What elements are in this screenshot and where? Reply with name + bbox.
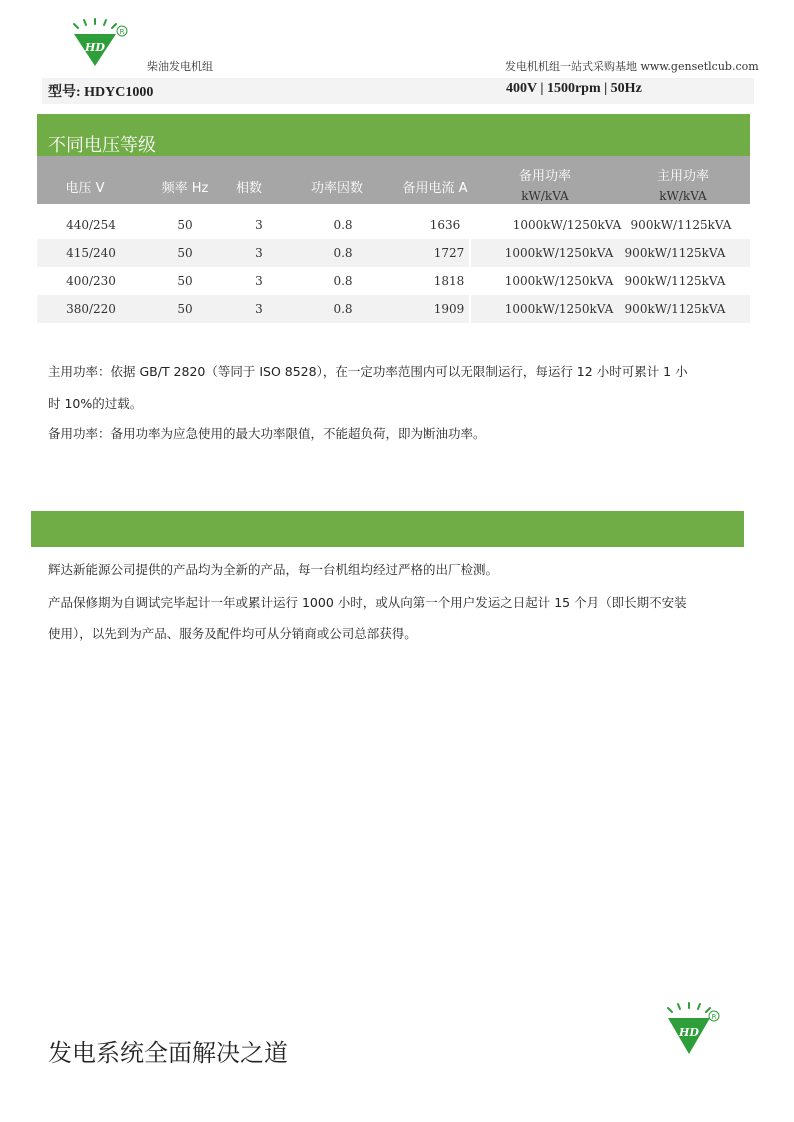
cell-prime-power: 900kW/1125kVA <box>624 274 726 288</box>
company-logo-icon <box>68 18 128 68</box>
standby-power-note: 备用功率：备用功率为应急使用的最大功率限值，不能超负荷，即为断油功率。 <box>48 426 486 441</box>
section-band-warranty <box>31 511 744 547</box>
cell-voltage: 415/240 <box>66 246 116 260</box>
cell-frequency: 50 <box>177 218 193 232</box>
cell-power-factor: 0.8 <box>333 246 353 260</box>
table-row <box>37 239 750 267</box>
header-company-type: 柴油发电机组 <box>147 60 213 73</box>
prime-power-note: 主用功率：依据 GB/T 2820（等同于 ISO 8528），在一定功率范围内可以无限制运行，每运行 12 小时可累计 1 小 <box>48 364 688 379</box>
column-header-phase: 相数 <box>235 181 262 196</box>
cell-standby-current: 1636 <box>429 218 461 232</box>
model-number: 型号: HDYC1000 <box>48 85 154 100</box>
cell-power-factor: 0.8 <box>333 302 353 316</box>
cell-prime-power: 900kW/1125kVA <box>624 302 726 316</box>
column-header-frequency: 频率 Hz <box>161 181 209 196</box>
cell-frequency: 50 <box>177 302 193 316</box>
column-unit-prime: kW/kVA <box>659 189 707 203</box>
cell-standby-power: 1000kW/1250kVA <box>504 302 614 316</box>
cell-phase: 3 <box>255 246 263 260</box>
cell-phase: 3 <box>255 218 263 232</box>
logo-text: HD <box>85 41 105 54</box>
column-header-standby-power: 备用功率 <box>518 169 571 184</box>
cell-power-factor: 0.8 <box>333 274 353 288</box>
footer-slogan: 发电系统全面解决之道 <box>48 1039 288 1067</box>
cell-phase: 3 <box>255 302 263 316</box>
cell-frequency: 50 <box>177 246 193 260</box>
warranty-paragraph-1: 辉达新能源公司提供的产品均为全新的产品，每一台机组均经过严格的出厂检测。 <box>48 562 499 577</box>
cell-prime-power: 900kW/1125kVA <box>624 246 726 260</box>
column-unit-standby: kW/kVA <box>521 189 569 203</box>
footer-logo-text: HD <box>679 1026 699 1039</box>
cell-standby-power: 1000kW/1250kVA <box>512 218 622 232</box>
cell-voltage: 440/254 <box>66 218 116 232</box>
cell-voltage: 380/220 <box>66 302 116 316</box>
header-website: 发电机机组一站式采购基地 www.gensetlcub.com <box>505 60 759 73</box>
footer-logo-icon <box>662 1000 722 1056</box>
cell-prime-power: 900kW/1125kVA <box>630 218 732 232</box>
cell-phase: 3 <box>255 274 263 288</box>
cell-standby-current: 1818 <box>433 274 465 288</box>
table-row <box>37 267 750 295</box>
section-title: 不同电压等级 <box>48 135 156 156</box>
prime-power-note-cont: 时 10%的过载。 <box>48 396 143 411</box>
svg-text:R: R <box>119 28 125 36</box>
cell-standby-power: 1000kW/1250kVA <box>504 274 614 288</box>
svg-text:R: R <box>711 1013 717 1021</box>
column-header-prime-power: 主用功率 <box>656 169 709 184</box>
table-row <box>37 295 750 323</box>
table-header <box>37 156 750 204</box>
cell-voltage: 400/230 <box>66 274 116 288</box>
column-header-power-factor: 功率因数 <box>310 181 363 196</box>
cell-standby-current: 1909 <box>433 302 465 316</box>
warranty-paragraph-2: 产品保修期为自调试完毕起计一年或累计运行 1000 小时，或从向第一个用户发运之日起计 15 个月（即长期不安装 <box>48 595 687 610</box>
cell-standby-power: 1000kW/1250kVA <box>504 246 614 260</box>
column-header-voltage: 电压 V <box>65 181 105 196</box>
cell-frequency: 50 <box>177 274 193 288</box>
warranty-paragraph-2-cont: 使用），以先到为产品、服务及配件均可从分销商或公司总部获得。 <box>48 626 417 641</box>
cell-power-factor: 0.8 <box>333 218 353 232</box>
cell-standby-current: 1727 <box>433 246 465 260</box>
table-row <box>37 211 750 239</box>
model-spec: 400V | 1500rpm | 50Hz <box>506 81 642 96</box>
column-header-standby-current: 备用电流 A <box>402 181 468 196</box>
